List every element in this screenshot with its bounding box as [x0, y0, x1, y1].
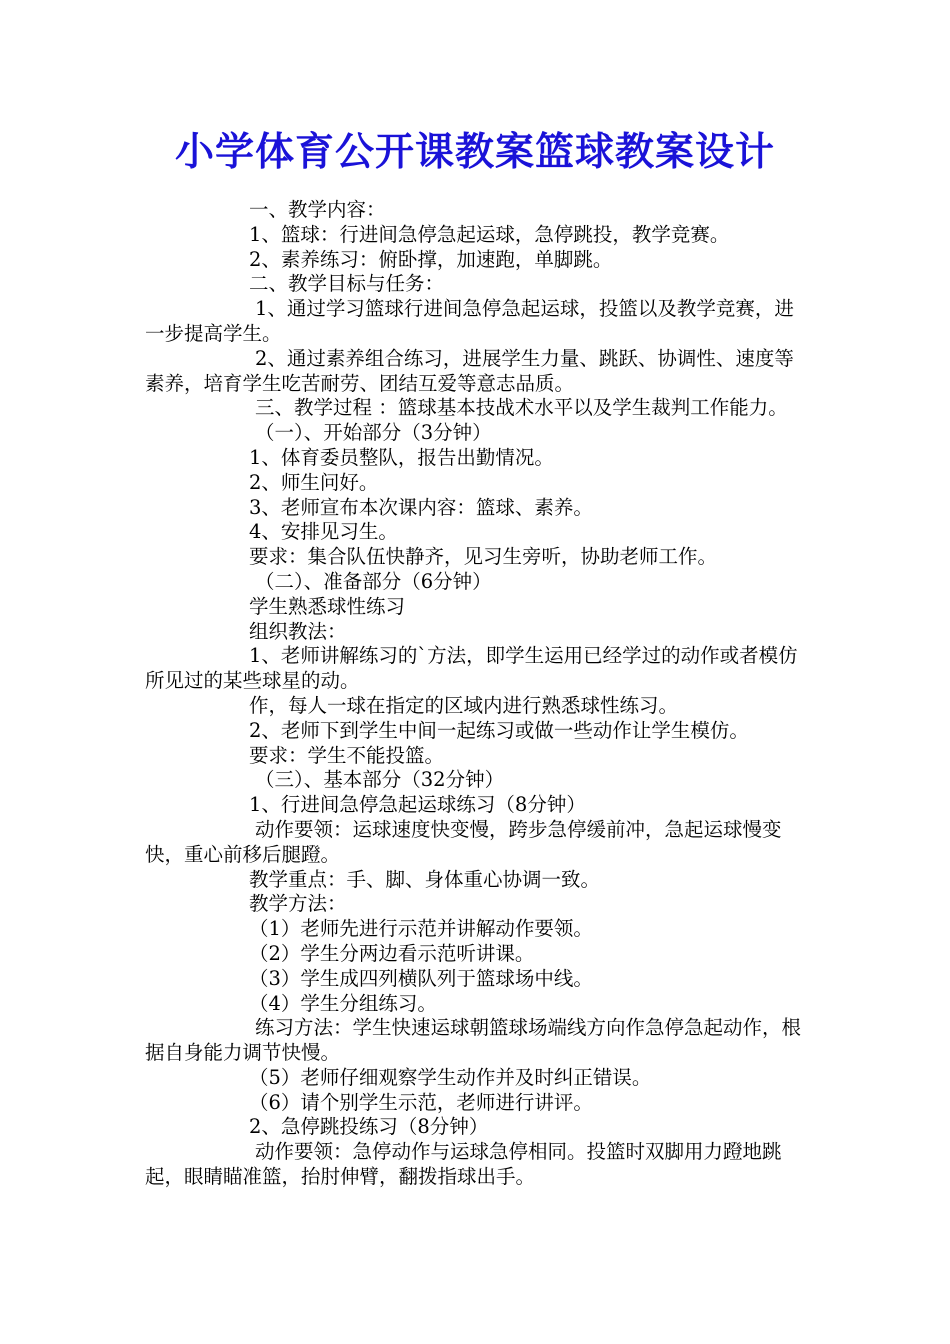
paragraph: 2、急停跳投练习（8分钟）: [249, 1115, 489, 1139]
paragraph: 1、老师讲解练习的`方法，即学生运用已经学过的动作或者模仿所见过的某些球星的动。: [145, 644, 798, 693]
paragraph: （3）学生成四列横队列于篮球场中线。: [249, 966, 593, 990]
paragraph: 动作要领：急停动作与运球急停相同。投篮时双脚用力蹬地跳起，眼睛瞄准篮，抬肘伸臂，翻拨指球出手。: [145, 1140, 782, 1189]
paragraph: 1、通过学习篮球行进间急停急起运球，投篮以及教学竞赛，进一步提高学生。: [145, 297, 794, 345]
paragraph: 2、师生问好。: [249, 470, 379, 494]
paragraph: 教学重点：手、脚、身体重心协调一致。: [249, 867, 601, 891]
paragraph: 学生熟悉球性练习: [249, 594, 406, 618]
paragraph: 三、教学过程 ：篮球基本技战术水平以及学生裁判工作能力。: [255, 396, 788, 420]
paragraph: （4）学生分组练习。: [249, 991, 437, 1015]
paragraph: 3、老师宣布本次课内容：篮球、素养。: [249, 495, 593, 519]
paragraph: 2、老师下到学生中间一起练习或做一些动作让学生模仿。: [249, 718, 749, 742]
paragraph: 1、篮球：行进间急停急起运球，急停跳投，教学竞赛。: [249, 222, 730, 246]
paragraph: 教学方法：: [249, 892, 347, 916]
paragraph: （5）老师仔细观察学生动作并及时纠正错误。: [249, 1065, 652, 1089]
paragraph: 1、行进间急停急起运球练习（8分钟）: [249, 793, 586, 817]
paragraph: （2）学生分两边看示范听讲课。: [249, 941, 535, 965]
paragraph: 要求：学生不能投篮。: [249, 743, 445, 767]
paragraph: 一、教学内容：: [249, 198, 386, 221]
paragraph: （1）老师先进行示范并讲解动作要领。: [249, 917, 593, 941]
paragraph: 2、素养练习：俯卧撑，加速跑，单脚跳。: [249, 247, 613, 271]
paragraph: （三）、基本部分（32分钟）: [255, 768, 505, 792]
paragraph: （6）请个别学生示范，老师进行讲评。: [249, 1090, 593, 1114]
paragraph: 1、体育委员整队，报告出勤情况。: [249, 445, 554, 469]
document-title: 小学体育公开课教案篮球教案设计: [174, 129, 775, 175]
paragraph: 动作要领：运球速度快变慢，跨步急停缓前冲，急起运球慢变快，重心前移后腿蹬。: [145, 817, 782, 866]
document-body: [145, 198, 807, 1190]
paragraph: （一）、开始部分（3分钟）: [255, 421, 492, 445]
paragraph: 练习方法：学生快速运球朝篮球场端线方向作急停急起动作，根据自身能力调节快慢。: [145, 1016, 802, 1065]
paragraph: 要求：集合队伍快静齐，见习生旁听，协助老师工作。: [249, 545, 718, 569]
paragraph: 二、教学目标与任务：: [249, 272, 445, 296]
paragraph: （二）、准备部分（6分钟）: [255, 569, 492, 593]
paragraph: 组织教法：: [249, 619, 347, 643]
paragraph: 4、安排见习生。: [249, 520, 398, 544]
paragraph: 2、通过素养组合练习，进展学生力量、跳跃、协调性、速度等素养，培育学生吃苦耐劳、团结互爱等意志品质。: [145, 346, 794, 395]
paragraph: 作，每人一球在指定的区域内进行熟悉球性练习。: [249, 693, 679, 717]
